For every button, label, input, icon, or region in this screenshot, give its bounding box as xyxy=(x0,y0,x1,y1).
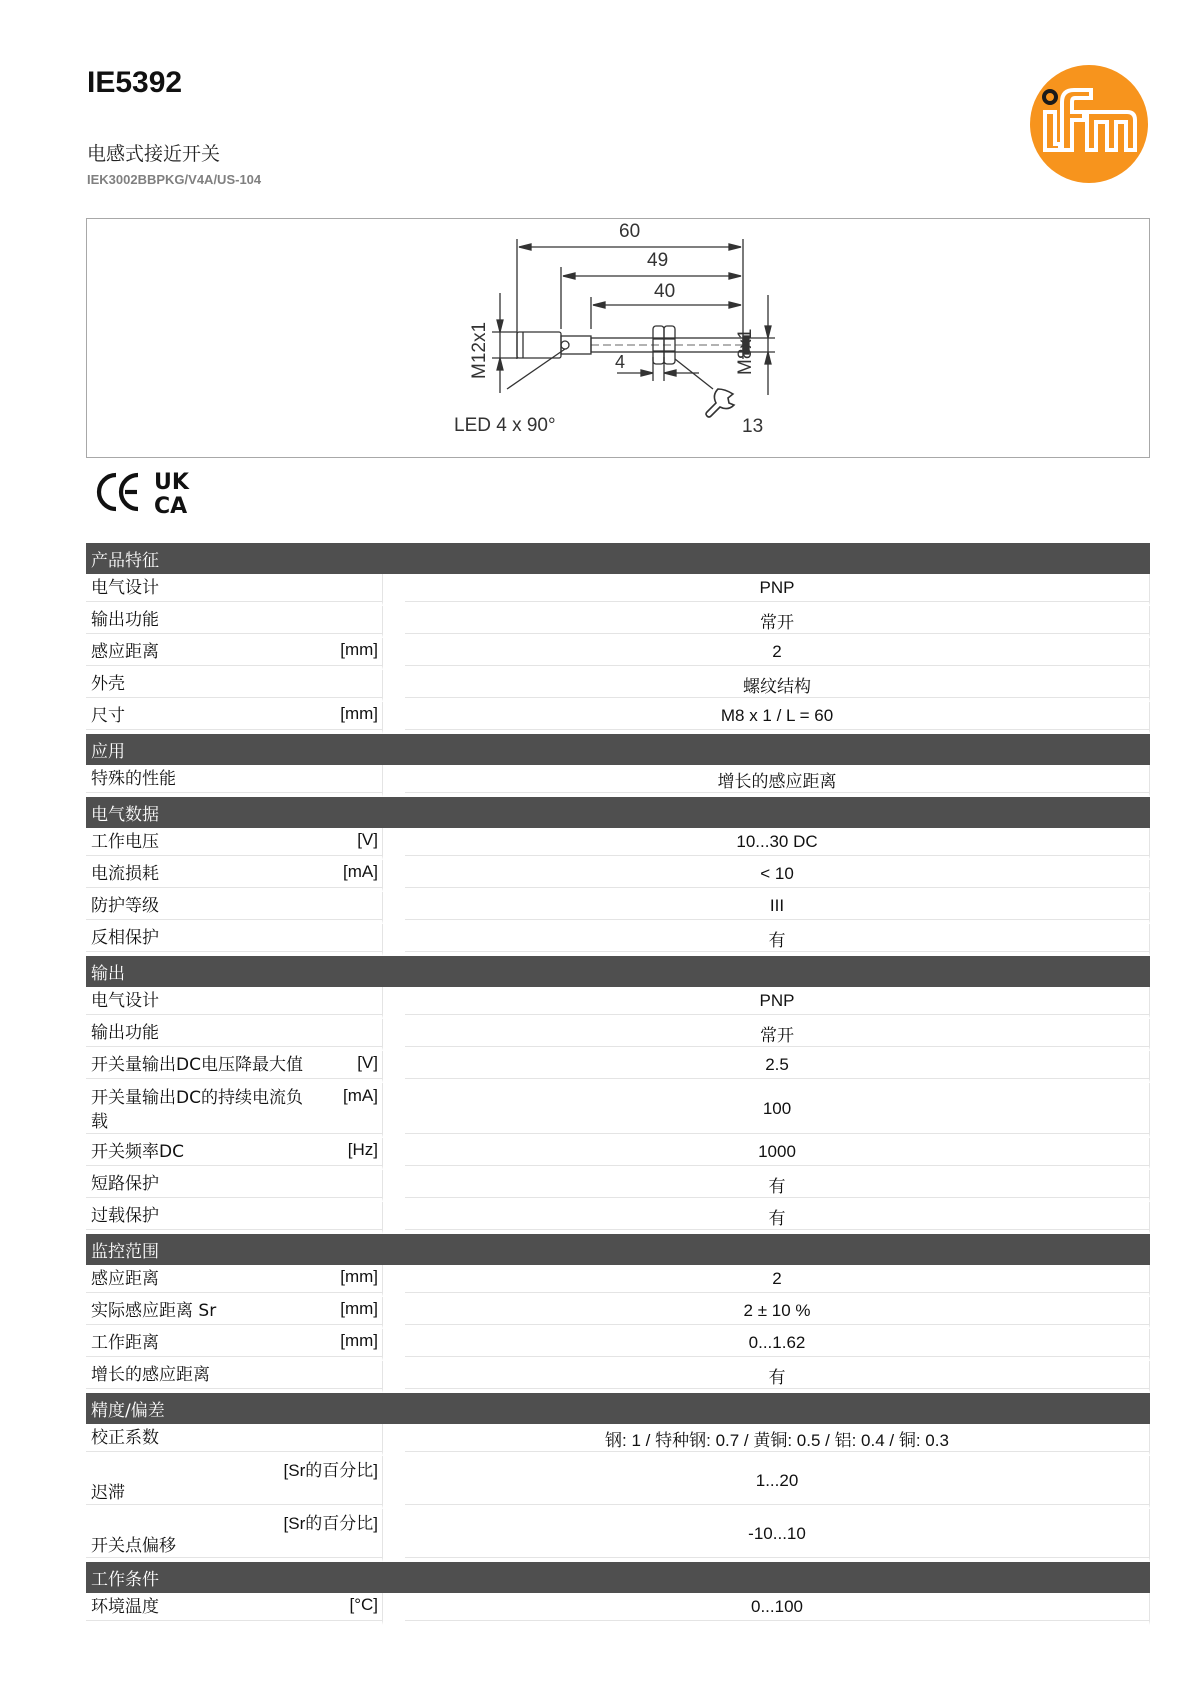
ce-mark xyxy=(94,467,204,517)
spec-label-cell xyxy=(86,1083,383,1138)
spec-value: 有 xyxy=(405,1361,1150,1393)
spec-unit: [Hz] xyxy=(347,1140,378,1159)
spec-gap xyxy=(383,892,405,924)
spec-label: 开关点偏移 xyxy=(91,1536,176,1556)
spec-gap xyxy=(383,1424,405,1456)
spec-row xyxy=(86,1297,1150,1329)
spec-row xyxy=(86,1456,1150,1509)
spec-value: 有 xyxy=(405,1170,1150,1202)
section-title: 监控范围 xyxy=(86,1234,1150,1265)
spec-label-cell xyxy=(86,1509,383,1562)
spec-value: 100 xyxy=(405,1083,1150,1138)
spec-gap xyxy=(383,702,405,734)
spec-gap xyxy=(383,828,405,860)
spec-label: 防护等级 xyxy=(91,896,159,916)
spec-label-cell xyxy=(86,1424,383,1456)
spec-gap xyxy=(383,1297,405,1329)
spec-unit: [mm] xyxy=(340,1299,378,1318)
certification-marks xyxy=(94,467,204,517)
spec-label-cell xyxy=(86,638,383,670)
spec-label: 过载保护 xyxy=(91,1206,159,1226)
spec-unit: [mm] xyxy=(340,704,378,723)
specification-table xyxy=(86,543,1150,1625)
spec-gap xyxy=(383,1170,405,1202)
spec-label-cell xyxy=(86,1202,383,1234)
spec-label: 短路保护 xyxy=(91,1174,159,1194)
spec-label-cell xyxy=(86,1456,383,1509)
spec-label-cell xyxy=(86,1051,383,1083)
section-header xyxy=(86,1393,1150,1424)
spec-value: 钢: 1 / 特种钢: 0.7 / 黄铜: 0.5 / 铝: 0.4 / 铜: 0.3 xyxy=(405,1424,1150,1456)
spec-label: 感应距离 xyxy=(91,642,159,662)
spec-value: 有 xyxy=(405,1202,1150,1234)
spec-label: 工作电压 xyxy=(91,832,159,852)
spec-label-cell xyxy=(86,1265,383,1297)
spec-label: 电流损耗 xyxy=(91,864,159,884)
dim-4: 4 xyxy=(615,352,626,372)
spec-row xyxy=(86,638,1150,670)
spec-value: PNP xyxy=(405,987,1150,1019)
section-header xyxy=(86,1234,1150,1265)
product-subtitle: 电感式接近开关 xyxy=(87,143,221,165)
spec-row xyxy=(86,828,1150,860)
spec-value: 0...100 xyxy=(405,1593,1150,1625)
wrench-icon xyxy=(706,389,734,417)
spec-row xyxy=(86,924,1150,956)
spec-label-cell xyxy=(86,924,383,956)
spec-unit: [mA] xyxy=(343,1086,378,1105)
spec-gap xyxy=(383,638,405,670)
spec-label: 开关量输出DC电压降最大值 xyxy=(91,1055,303,1075)
dim-60: 60 xyxy=(619,221,641,242)
spec-label: 电气设计 xyxy=(91,991,159,1011)
spec-label: 输出功能 xyxy=(91,610,159,630)
spec-row xyxy=(86,1019,1150,1051)
spec-value: 2 ± 10 % xyxy=(405,1297,1150,1329)
spec-value: 1000 xyxy=(405,1138,1150,1170)
spec-label-cell xyxy=(86,1297,383,1329)
spec-value: PNP xyxy=(405,574,1150,606)
spec-label-cell xyxy=(86,1019,383,1051)
spec-unit: [°C] xyxy=(349,1595,378,1614)
spec-label: 工作距离 xyxy=(91,1333,159,1353)
spec-label: 环境温度 xyxy=(91,1597,159,1617)
section-header xyxy=(86,543,1150,574)
led-label: LED 4 x 90° xyxy=(454,415,556,436)
spec-row xyxy=(86,892,1150,924)
spec-gap xyxy=(383,1051,405,1083)
spec-row xyxy=(86,670,1150,702)
spec-value: 2 xyxy=(405,638,1150,670)
section-header xyxy=(86,797,1150,828)
section-header xyxy=(86,956,1150,987)
thread-right-label: M8x1 xyxy=(735,328,756,375)
spec-label-cell xyxy=(86,670,383,702)
spec-value: M8 x 1 / L = 60 xyxy=(405,702,1150,734)
section-header xyxy=(86,734,1150,765)
spec-row xyxy=(86,987,1150,1019)
spec-gap xyxy=(383,1509,405,1562)
spec-unit: [Sr的百分比] xyxy=(283,1461,378,1480)
spec-label: 实际感应距离 Sr xyxy=(91,1301,217,1321)
spec-label-cell xyxy=(86,860,383,892)
spec-row xyxy=(86,1509,1150,1562)
section-title: 产品特征 xyxy=(86,543,1150,574)
section-header xyxy=(86,1562,1150,1593)
spec-label: 开关频率DC xyxy=(91,1142,184,1162)
spec-label: 感应距离 xyxy=(91,1269,159,1289)
ifm-logo xyxy=(1029,64,1149,184)
spec-label-cell xyxy=(86,1329,383,1361)
spec-label-cell xyxy=(86,987,383,1019)
spec-gap xyxy=(383,574,405,606)
spec-unit: [V] xyxy=(357,830,378,849)
spec-row xyxy=(86,574,1150,606)
spec-row xyxy=(86,1170,1150,1202)
spec-gap xyxy=(383,1329,405,1361)
spec-label-cell xyxy=(86,765,383,797)
dim-49: 49 xyxy=(647,250,669,271)
spec-label: 输出功能 xyxy=(91,1023,159,1043)
spec-value: 螺纹结构 xyxy=(405,670,1150,702)
thread-left-label: M12x1 xyxy=(469,321,490,379)
spec-gap xyxy=(383,606,405,638)
dimension-drawing xyxy=(86,218,1150,458)
spec-gap xyxy=(383,1361,405,1393)
spec-label-cell xyxy=(86,1170,383,1202)
product-title: IE5392 xyxy=(87,66,183,99)
spec-label-cell xyxy=(86,574,383,606)
spec-label: 尺寸 xyxy=(91,706,125,726)
spec-label-cell xyxy=(86,1593,383,1625)
section-title: 输出 xyxy=(86,956,1150,987)
spec-label: 校正系数 xyxy=(91,1428,159,1448)
spec-gap xyxy=(383,1202,405,1234)
spec-label-cell xyxy=(86,1361,383,1393)
spec-gap xyxy=(383,765,405,797)
spec-row xyxy=(86,1265,1150,1297)
spec-gap xyxy=(383,1456,405,1509)
spec-row xyxy=(86,1424,1150,1456)
spec-gap xyxy=(383,1138,405,1170)
ukca-bottom: CA xyxy=(154,494,188,517)
spec-row xyxy=(86,1083,1150,1138)
spec-unit: [Sr的百分比] xyxy=(283,1514,378,1533)
spec-row xyxy=(86,1361,1150,1393)
spec-unit: [mm] xyxy=(340,1331,378,1350)
spec-gap xyxy=(383,670,405,702)
spec-row xyxy=(86,1593,1150,1625)
spec-label: 增长的感应距离 xyxy=(91,1365,210,1385)
spec-gap xyxy=(383,860,405,892)
spec-gap xyxy=(383,1083,405,1138)
spec-row xyxy=(86,1051,1150,1083)
spec-value: 增长的感应距离 xyxy=(405,765,1150,797)
wrench-size: 13 xyxy=(742,416,764,437)
spec-row xyxy=(86,1138,1150,1170)
spec-label-cell xyxy=(86,702,383,734)
dim-40: 40 xyxy=(654,281,676,302)
spec-value: 有 xyxy=(405,924,1150,956)
spec-unit: [mm] xyxy=(340,1267,378,1286)
spec-label-cell xyxy=(86,606,383,638)
spec-value: < 10 xyxy=(405,860,1150,892)
spec-value: 2.5 xyxy=(405,1051,1150,1083)
spec-gap xyxy=(383,987,405,1019)
spec-label: 特殊的性能 xyxy=(91,769,176,789)
section-title: 工作条件 xyxy=(86,1562,1150,1593)
spec-value: 常开 xyxy=(405,1019,1150,1051)
ukca-top: UK xyxy=(154,470,189,495)
spec-row xyxy=(86,1202,1150,1234)
spec-unit: [mA] xyxy=(343,862,378,881)
spec-value: 2 xyxy=(405,1265,1150,1297)
spec-row xyxy=(86,606,1150,638)
spec-label: 迟滞 xyxy=(91,1483,125,1503)
spec-value: 1...20 xyxy=(405,1456,1150,1509)
spec-value: -10...10 xyxy=(405,1509,1150,1562)
spec-row xyxy=(86,702,1150,734)
spec-row xyxy=(86,1329,1150,1361)
spec-gap xyxy=(383,1019,405,1051)
product-code: IEK3002BBPKG/V4A/US-104 xyxy=(87,172,262,187)
spec-label: 反相保护 xyxy=(91,928,159,948)
spec-row xyxy=(86,765,1150,797)
spec-label: 外壳 xyxy=(91,674,125,694)
spec-gap xyxy=(383,1593,405,1625)
section-title: 精度/偏差 xyxy=(86,1393,1150,1424)
spec-value: 常开 xyxy=(405,606,1150,638)
spec-label-cell xyxy=(86,828,383,860)
spec-gap xyxy=(383,1265,405,1297)
spec-label-cell xyxy=(86,892,383,924)
section-title: 应用 xyxy=(86,734,1150,765)
spec-row xyxy=(86,860,1150,892)
spec-value: 10...30 DC xyxy=(405,828,1150,860)
spec-label: 电气设计 xyxy=(91,578,159,598)
section-title: 电气数据 xyxy=(86,797,1150,828)
spec-label-cell xyxy=(86,1138,383,1170)
spec-value: 0...1.62 xyxy=(405,1329,1150,1361)
spec-unit: [V] xyxy=(357,1053,378,1072)
spec-label: 开关量输出DC的持续电流负载 xyxy=(91,1088,303,1132)
spec-value: III xyxy=(405,892,1150,924)
spec-unit: [mm] xyxy=(340,640,378,659)
spec-gap xyxy=(383,924,405,956)
